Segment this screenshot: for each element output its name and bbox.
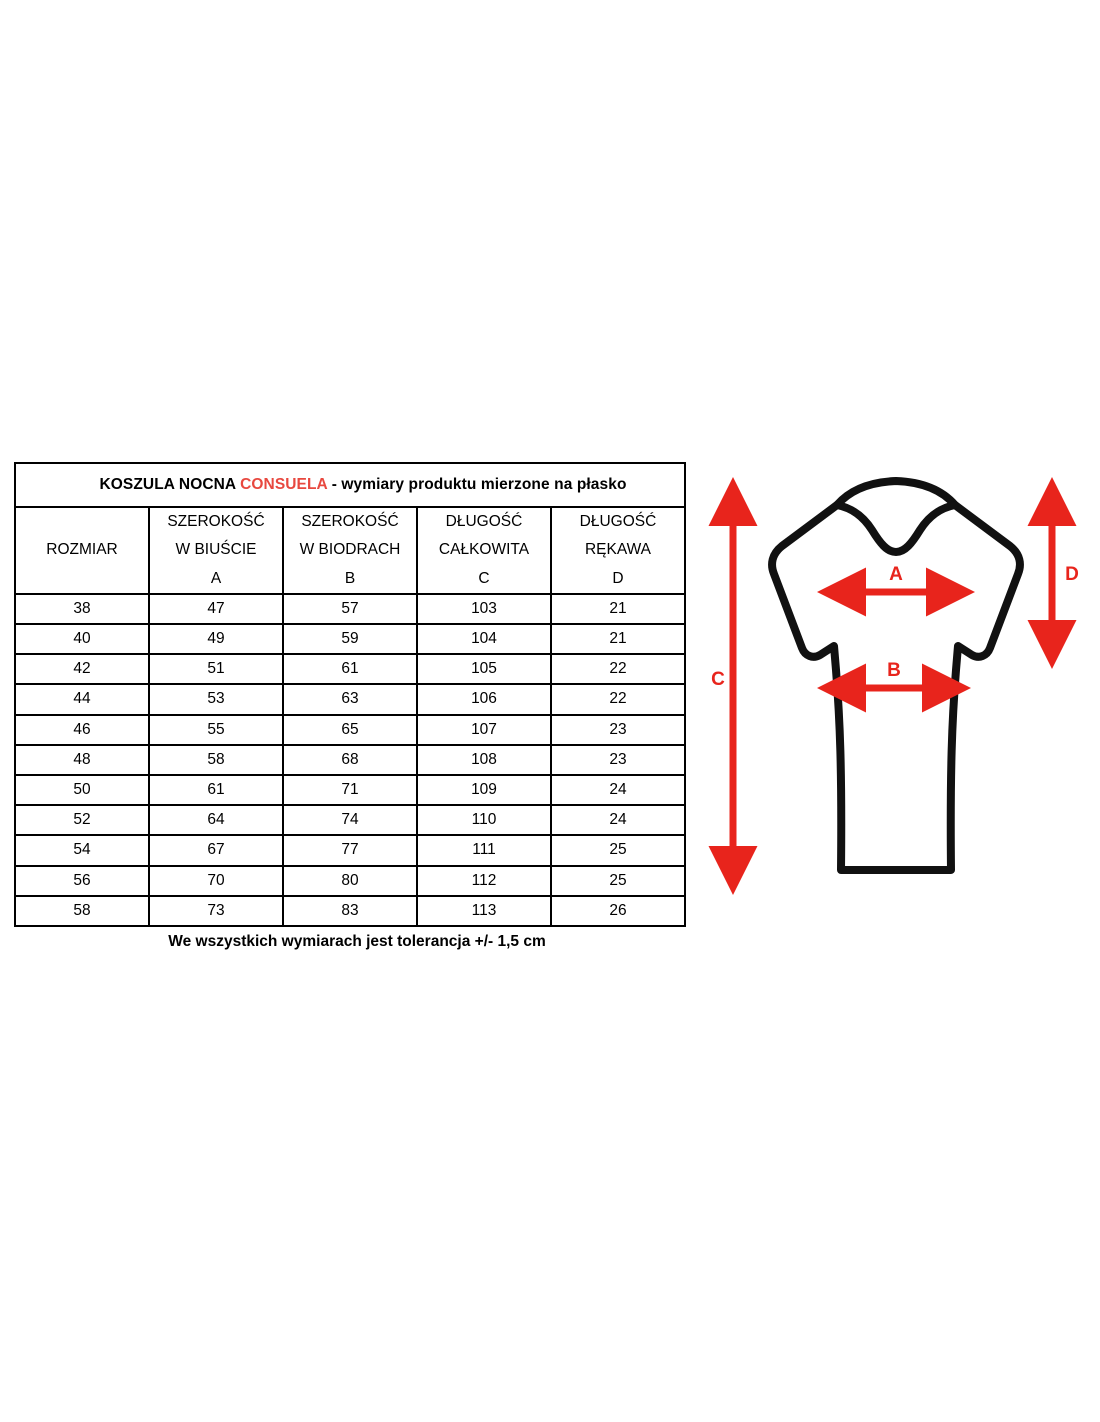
cell-hip: 77 bbox=[283, 835, 417, 865]
header-rozmiar bbox=[15, 507, 149, 594]
cell-bust: 70 bbox=[149, 866, 283, 896]
cell-sleeve: 25 bbox=[551, 866, 685, 896]
dimension-a-label: A bbox=[889, 564, 903, 585]
cell-sleeve: 22 bbox=[551, 684, 685, 714]
table-header-row bbox=[15, 507, 685, 594]
size-table bbox=[14, 462, 686, 927]
table-row bbox=[15, 745, 685, 775]
cell-sleeve: 26 bbox=[551, 896, 685, 926]
cell-sleeve: 21 bbox=[551, 594, 685, 624]
header-sleeve-line3: D bbox=[612, 569, 624, 587]
table-title-row bbox=[15, 463, 685, 507]
cell-hip: 68 bbox=[283, 745, 417, 775]
header-sleeve-line1: DŁUGOŚĆ bbox=[579, 513, 657, 531]
cell-sleeve: 23 bbox=[551, 745, 685, 775]
cell-size: 56 bbox=[15, 866, 149, 896]
cell-size: 42 bbox=[15, 654, 149, 684]
cell-hip: 61 bbox=[283, 654, 417, 684]
header-bust-line3: A bbox=[210, 569, 222, 587]
cell-sleeve: 21 bbox=[551, 624, 685, 654]
dimension-d-label: D bbox=[1065, 564, 1079, 585]
cell-total: 108 bbox=[417, 745, 551, 775]
table-row bbox=[15, 624, 685, 654]
cell-total: 113 bbox=[417, 896, 551, 926]
dimension-d bbox=[1052, 484, 1079, 662]
cell-bust: 61 bbox=[149, 775, 283, 805]
cell-bust: 49 bbox=[149, 624, 283, 654]
cell-total: 107 bbox=[417, 715, 551, 745]
cell-bust: 55 bbox=[149, 715, 283, 745]
header-sleeve-line2: RĘKAWA bbox=[584, 541, 652, 559]
table-row bbox=[15, 654, 685, 684]
cell-total: 112 bbox=[417, 866, 551, 896]
cell-bust: 58 bbox=[149, 745, 283, 775]
cell-bust: 64 bbox=[149, 805, 283, 835]
header-hip-line2: W BIODRACH bbox=[299, 541, 401, 559]
cell-total: 106 bbox=[417, 684, 551, 714]
header-bust-width bbox=[149, 507, 283, 594]
header-total-length bbox=[417, 507, 551, 594]
cell-size: 50 bbox=[15, 775, 149, 805]
cell-bust: 47 bbox=[149, 594, 283, 624]
header-total-line3: C bbox=[478, 569, 490, 587]
table-row bbox=[15, 775, 685, 805]
header-rozmiar-line1: ROZMIAR bbox=[46, 541, 118, 559]
header-total-line2: CAŁKOWITA bbox=[438, 541, 530, 559]
header-hip-line1: SZEROKOŚĆ bbox=[301, 513, 399, 531]
table-row bbox=[15, 594, 685, 624]
dimension-b bbox=[824, 660, 964, 688]
garment-diagram bbox=[700, 470, 1090, 930]
cell-total: 111 bbox=[417, 835, 551, 865]
header-bust-line2: W BIUŚCIE bbox=[175, 541, 257, 559]
cell-size: 52 bbox=[15, 805, 149, 835]
cell-size: 38 bbox=[15, 594, 149, 624]
cell-total: 109 bbox=[417, 775, 551, 805]
cell-sleeve: 22 bbox=[551, 654, 685, 684]
cell-hip: 63 bbox=[283, 684, 417, 714]
cell-sleeve: 25 bbox=[551, 835, 685, 865]
cell-size: 58 bbox=[15, 896, 149, 926]
cell-size: 48 bbox=[15, 745, 149, 775]
cell-hip: 80 bbox=[283, 866, 417, 896]
header-hip-line3: B bbox=[344, 569, 356, 587]
cell-hip: 71 bbox=[283, 775, 417, 805]
cell-size: 46 bbox=[15, 715, 149, 745]
cell-bust: 53 bbox=[149, 684, 283, 714]
table-row bbox=[15, 835, 685, 865]
cell-sleeve: 24 bbox=[551, 775, 685, 805]
cell-bust: 51 bbox=[149, 654, 283, 684]
cell-total: 103 bbox=[417, 594, 551, 624]
cell-total: 110 bbox=[417, 805, 551, 835]
cell-hip: 83 bbox=[283, 896, 417, 926]
cell-total: 105 bbox=[417, 654, 551, 684]
title-prefix: KOSZULA NOCNA bbox=[99, 476, 236, 493]
table-title bbox=[15, 463, 685, 507]
cell-hip: 59 bbox=[283, 624, 417, 654]
cell-size: 54 bbox=[15, 835, 149, 865]
cell-size: 44 bbox=[15, 684, 149, 714]
header-sleeve-length bbox=[551, 507, 685, 594]
cell-hip: 74 bbox=[283, 805, 417, 835]
cell-size: 40 bbox=[15, 624, 149, 654]
cell-sleeve: 23 bbox=[551, 715, 685, 745]
title-brand: CONSUELA bbox=[240, 476, 328, 493]
cell-total: 104 bbox=[417, 624, 551, 654]
cell-bust: 67 bbox=[149, 835, 283, 865]
cell-hip: 65 bbox=[283, 715, 417, 745]
title-suffix: - wymiary produktu mierzone na płasko bbox=[331, 476, 627, 493]
table-row bbox=[15, 715, 685, 745]
header-bust-line1: SZEROKOŚĆ bbox=[167, 513, 265, 531]
cell-hip: 57 bbox=[283, 594, 417, 624]
table-row bbox=[15, 896, 685, 926]
cell-sleeve: 24 bbox=[551, 805, 685, 835]
dimension-c-label: C bbox=[711, 669, 725, 690]
table-row bbox=[15, 866, 685, 896]
tolerance-note: We wszystkich wymiarach jest tolerancja +/- 1,5 cm bbox=[168, 933, 546, 951]
table-row bbox=[15, 805, 685, 835]
header-hip-width bbox=[283, 507, 417, 594]
header-total-line1: DŁUGOŚĆ bbox=[445, 513, 523, 531]
dimension-b-label: B bbox=[887, 660, 901, 681]
table-row bbox=[15, 684, 685, 714]
size-table-container bbox=[14, 462, 686, 951]
dimension-c bbox=[711, 484, 733, 888]
dimension-a bbox=[824, 564, 968, 592]
cell-bust: 73 bbox=[149, 896, 283, 926]
